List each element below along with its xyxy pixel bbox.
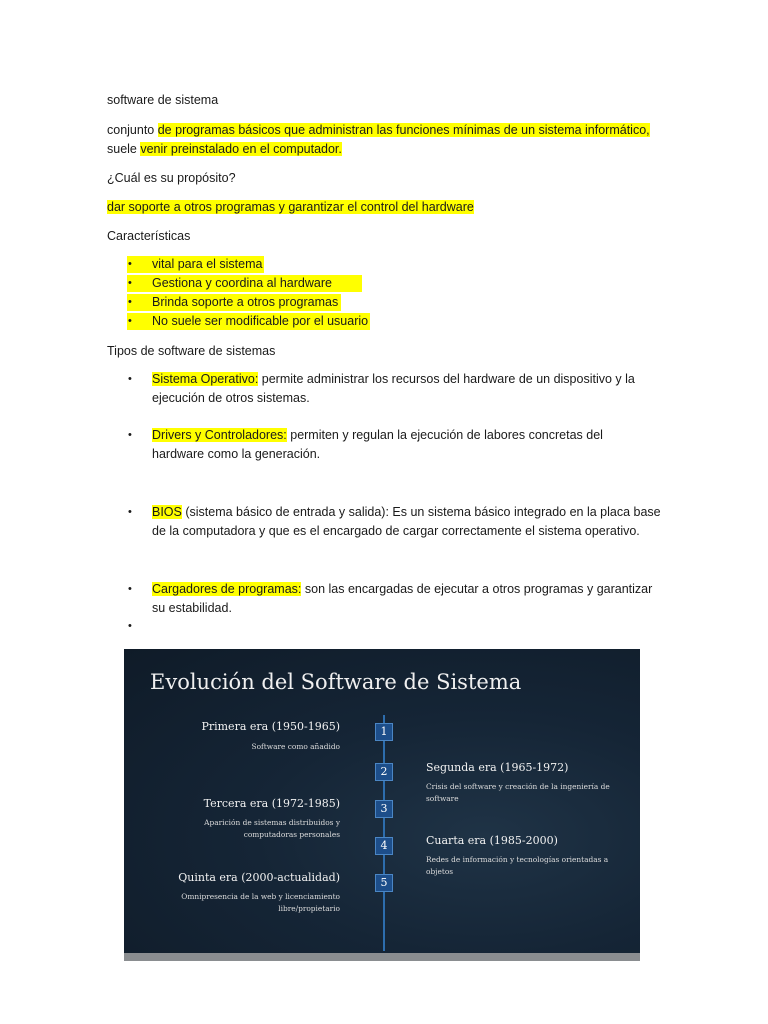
era-title: Tercera era (1972-1985) xyxy=(203,797,340,810)
list-bullet: • xyxy=(128,277,132,289)
definition-text: suele xyxy=(107,142,141,156)
type-name: Sistema Operativo: xyxy=(152,372,259,386)
answer-line xyxy=(107,198,474,216)
era-description-line: Aparición de sistemas distribuidos y xyxy=(204,818,340,827)
list-bullet: • xyxy=(128,315,132,327)
era-description xyxy=(426,854,626,878)
question-text: ¿Cuál es su propósito? xyxy=(107,171,236,185)
list-bullet: • xyxy=(128,429,132,441)
era-number-badge: 4 xyxy=(375,837,393,855)
type-description: son las encargadas de ejecutar a otros programas y garantizar xyxy=(301,582,653,596)
type-name: BIOS xyxy=(152,505,182,519)
era-description-line: computadoras personales xyxy=(243,830,340,839)
definition-text: conjunto xyxy=(107,123,158,137)
type-name: Drivers y Controladores: xyxy=(152,428,287,442)
era-description-line: Software como añadido xyxy=(251,742,340,751)
type-description: hardware como la generación. xyxy=(152,447,321,461)
slide-title: Evolución del Software de Sistema xyxy=(150,670,522,694)
era-description-line: Omnipresencia de la web y licenciamiento xyxy=(181,892,340,901)
answer-highlight: dar soporte a otros programas y garantizar el control del hardware xyxy=(107,200,474,214)
section-heading: software de sistema xyxy=(107,93,219,107)
timeline-slide-image xyxy=(124,649,640,961)
era-title: Segunda era (1965-1972) xyxy=(426,761,569,774)
type-description: (sistema básico de entrada y salida): Es un sistema básico integrado en la placa base xyxy=(181,505,661,519)
era-description-line: software xyxy=(426,794,459,803)
era-description xyxy=(426,781,626,805)
era-title: Primera era (1950-1965) xyxy=(201,720,340,733)
definition-highlight: de programas básicos que administran las funciones mínimas de un sistema informático, xyxy=(157,123,650,137)
type-item-line xyxy=(152,426,603,444)
definition-line-2 xyxy=(107,140,342,158)
type-item-line xyxy=(152,503,661,521)
list-bullet-empty: • xyxy=(128,620,132,632)
era-number-badge: 5 xyxy=(375,874,393,892)
type-description: ejecución de otros sistemas. xyxy=(152,391,310,405)
characteristic-item: vital para el sistema xyxy=(152,257,263,271)
slide-bottom-bar xyxy=(124,953,640,961)
type-item-line xyxy=(152,370,635,388)
list-bullet: • xyxy=(128,258,132,270)
characteristic-item: Brinda soporte a otros programas xyxy=(152,295,339,309)
type-description: permite administrar los recursos del hardware de un dispositivo y la xyxy=(258,372,635,386)
era-number-badge: 3 xyxy=(375,800,393,818)
list-bullet: • xyxy=(128,583,132,595)
era-description-line: libre/propietario xyxy=(278,904,340,913)
era-title: Cuarta era (1985-2000) xyxy=(426,834,558,847)
type-description: permiten y regulan la ejecución de labores concretas del xyxy=(286,428,603,442)
characteristic-item: No suele ser modificable por el usuario xyxy=(152,314,369,328)
type-item-line xyxy=(152,580,652,598)
timeline-axis xyxy=(383,715,385,951)
types-heading: Tipos de software de sistemas xyxy=(107,344,276,358)
era-description xyxy=(140,817,340,841)
definition-highlight: venir preinstalado en el computador. xyxy=(140,142,342,156)
era-title: Quinta era (2000-actualidad) xyxy=(178,871,340,884)
era-description xyxy=(140,741,340,753)
type-description: de la computadora y que es el encargado de cargar correctamente el sistema operativo. xyxy=(152,524,640,538)
era-number-badge: 1 xyxy=(375,723,393,741)
era-description-line: Crisis del software y creación de la ingeniería de xyxy=(426,782,610,791)
definition-line-1 xyxy=(107,121,650,139)
characteristic-item: Gestiona y coordina al hardware xyxy=(152,276,332,290)
era-number-badge: 2 xyxy=(375,763,393,781)
type-description: su estabilidad. xyxy=(152,601,232,615)
list-bullet: • xyxy=(128,506,132,518)
list-bullet: • xyxy=(128,373,132,385)
era-description-line: objetos xyxy=(426,867,454,876)
era-description-line: Redes de información y tecnologías orientadas a xyxy=(426,855,609,864)
list-bullet: • xyxy=(128,296,132,308)
characteristics-heading: Características xyxy=(107,229,191,243)
era-description xyxy=(140,891,340,915)
type-name: Cargadores de programas: xyxy=(152,582,302,596)
